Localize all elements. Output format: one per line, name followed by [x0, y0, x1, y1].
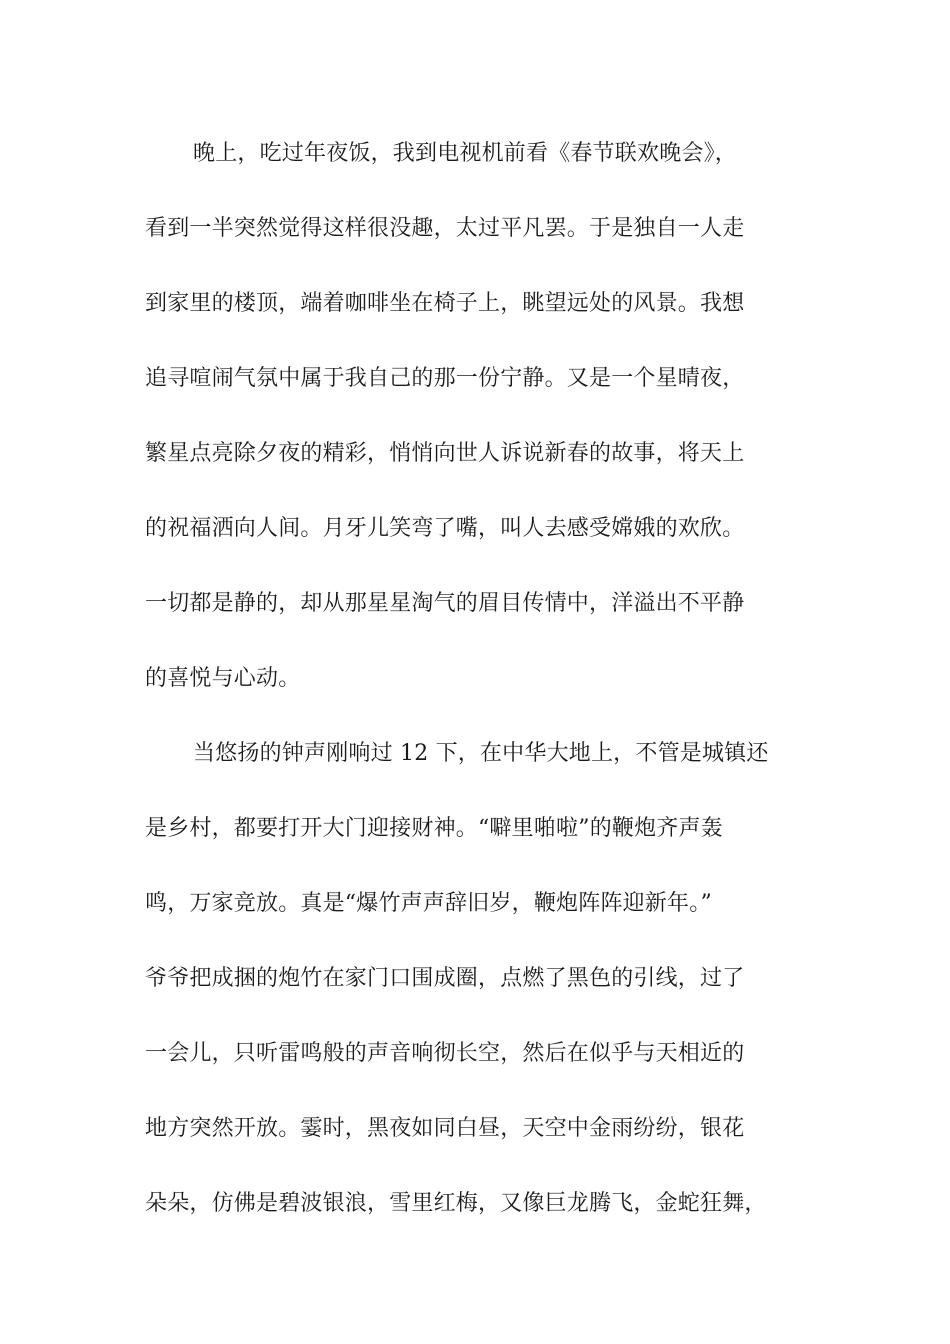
paragraph-1-line-3: 到家里的楼顶，端着咖啡坐在椅子上，眺望远处的风景。我想 [145, 291, 745, 316]
paragraph-2-line-7: 朵朵，仿佛是碧波银浪，雪里红梅，又像巨龙腾飞，金蛇狂舞， [145, 1191, 767, 1216]
paragraph-1-line-4: 追寻喧闹气氛中属于我自己的那一份宁静。又是一个星晴夜， [145, 366, 745, 391]
paragraph-2-line-2: 是乡村，都要打开大门迎接财神。“噼里啪啦”的鞭炮齐声轰 [145, 816, 723, 841]
paragraph-1-line-7: 一切都是静的，却从那星星淘气的眉目传情中，洋溢出不平静 [145, 591, 745, 616]
paragraph-1-line-8: 的喜悦与心动。 [145, 666, 301, 691]
paragraph-1-line-5: 繁星点亮除夕夜的精彩，悄悄向世人诉说新春的故事，将天上 [145, 441, 745, 466]
paragraph-2-line-1: 当悠扬的钟声刚响过 12 下，在中华大地上，不管是城镇还 [193, 741, 769, 766]
paragraph-2-line-6: 地方突然开放。霎时，黑夜如同白昼，天空中金雨纷纷，银花 [145, 1116, 745, 1141]
paragraph-2-line-3: 鸣，万家竞放。真是“爆竹声声辞旧岁，鞭炮阵阵迎新年。” [145, 891, 712, 916]
body-text [145, 130, 825, 1255]
paragraph-1-line-1: 晚上，吃过年夜饭，我到电视机前看《春节联欢晚会》， [193, 141, 738, 166]
paragraph-2-line-5: 一会儿，只听雷鸣般的声音响彻长空，然后在似乎与天相近的 [145, 1041, 745, 1066]
paragraph-1-line-2: 看到一半突然觉得这样很没趣，太过平凡罢。于是独自一人走 [145, 216, 745, 241]
paragraph-1-line-6: 的祝福洒向人间。月牙儿笑弯了嘴，叫人去感受嫦娥的欢欣。 [145, 516, 745, 541]
paragraph-2-line-4: 爷爷把成捆的炮竹在家门口围成圈，点燃了黑色的引线，过了 [145, 966, 745, 991]
